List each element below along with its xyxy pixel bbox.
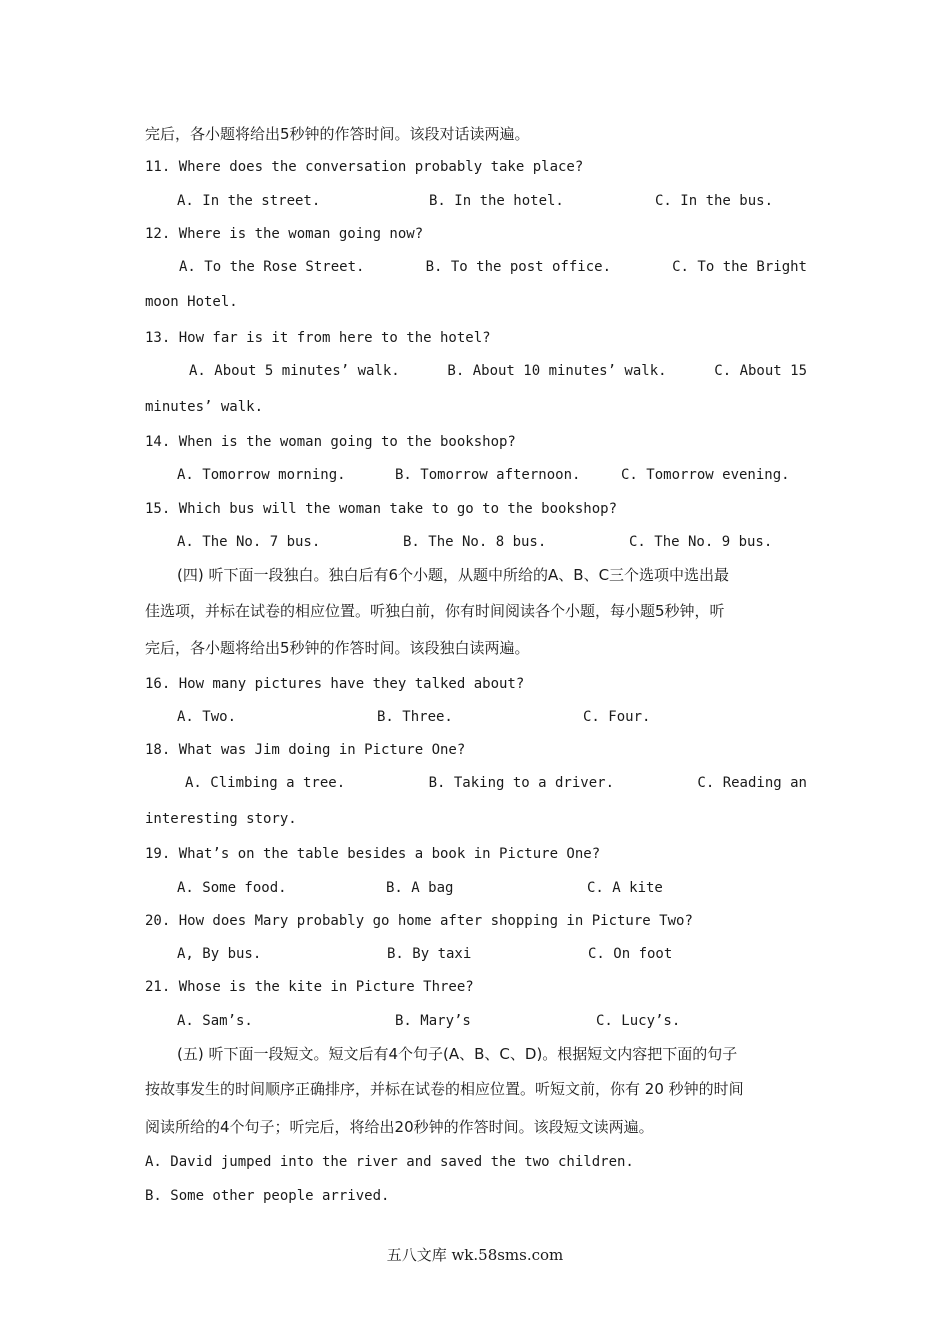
q19-stem: 19. What’s on the table besides a book in Picture One? (145, 846, 601, 863)
q13-option-b: B. About 10 minutes’ walk. (447, 363, 667, 380)
q14-stem: 14. When is the woman going to the bookshop? (145, 434, 516, 451)
q14-option-a: A. Tomorrow morning. (177, 467, 346, 484)
q11-options (145, 185, 807, 218)
q21-options (145, 1005, 807, 1038)
q18-option-c-cont: interesting story. (145, 810, 297, 827)
q12-option-c-cont: moon Hotel. (145, 294, 238, 311)
exam-page (145, 118, 807, 1213)
q20-option-b: B. By taxi (387, 946, 472, 963)
q13-option-c-cont: minutes’ walk. (145, 398, 264, 415)
q16-options (145, 701, 807, 734)
q18-option-a: A. Climbing a tree. (185, 775, 346, 792)
q16-option-c: C. Four. (583, 708, 651, 725)
part5-line1: (五) 听下面一段短文。短文后有4个句子(A、B、C、D)。根据短文内容把下面的句子 (177, 1045, 738, 1064)
q13-option-c: C. About 15 (714, 363, 807, 380)
q13-option-a: A. About 5 minutes’ walk. (189, 363, 400, 380)
q20-stem: 20. How does Mary probably go home after shopping in Picture Two? (145, 912, 693, 929)
q12-option-a: A. To the Rose Street. (179, 259, 365, 276)
q13-options (145, 355, 807, 388)
q18-option-c: C. Reading an (697, 775, 807, 792)
part5-line3: 阅读所给的4个句子；听完后，将给出20秒钟的作答时间。该段短文读两遍。 (145, 1117, 654, 1136)
q18-option-b: B. Taking to a driver. (428, 775, 614, 792)
q14-option-c: C. Tomorrow evening. (621, 467, 790, 484)
q19-option-a: A. Some food. (177, 879, 287, 896)
q19-option-b: B. A bag (386, 879, 454, 896)
q16-option-a: A. Two. (177, 708, 237, 725)
sentence-a: A. David jumped into the river and saved the two children. (145, 1154, 634, 1171)
q15-option-a: A. The No. 7 bus. (177, 533, 321, 550)
q11-stem: 11. Where does the conversation probably take place? (145, 159, 584, 176)
q15-stem: 15. Which bus will the woman take to go to the bookshop? (145, 500, 618, 517)
q12-option-c: C. To the Bright (672, 259, 807, 276)
q16-stem: 16. How many pictures have they talked about? (145, 675, 525, 692)
q13-stem: 13. How far is it from here to the hotel? (145, 329, 491, 346)
q18-stem: 18. What was Jim doing in Picture One? (145, 742, 466, 759)
q14-options (145, 459, 807, 492)
q15-option-c: C. The No. 9 bus. (629, 533, 773, 550)
q11-option-b: B. In the hotel. (429, 192, 564, 209)
part4-line3: 完后，各小题将给出5秒钟的作答时间。该段独白读两遍。 (145, 639, 530, 658)
q15-option-b: B. The No. 8 bus. (403, 533, 547, 550)
q11-option-c: C. In the bus. (655, 192, 774, 209)
q12-stem: 12. Where is the woman going now? (145, 225, 424, 242)
footer-watermark: 五八文库 wk.58sms.com (386, 1246, 564, 1264)
q21-option-a: A. Sam’s. (177, 1012, 253, 1029)
q21-stem: 21. Whose is the kite in Picture Three? (145, 979, 474, 996)
part4-line2: 佳选项，并标在试卷的相应位置。听独白前，你有时间阅读各个小题，每小题5秒钟，听 (145, 601, 725, 620)
q20-option-c: C. On foot (588, 946, 673, 963)
part5-line2: 按故事发生的时间顺序正确排序，并标在试卷的相应位置。听短文前，你有 20 秒钟的时间 (145, 1080, 744, 1099)
q12-option-b: B. To the post office. (425, 259, 611, 276)
q19-option-c: C. A kite (587, 879, 663, 896)
q20-option-a: A, By bus. (177, 946, 262, 963)
part4-line1: (四) 听下面一段独白。独白后有6个小题，从题中所给的A、B、C三个选项中选出最 (177, 566, 730, 585)
q16-option-b: B. Three. (377, 708, 453, 725)
q18-options (145, 767, 807, 800)
intro-tail: 完后，各小题将给出5秒钟的作答时间。该段对话读两遍。 (145, 125, 530, 143)
q15-options (145, 526, 807, 559)
q12-options (145, 251, 807, 284)
q11-option-a: A. In the street. (177, 192, 321, 209)
sentence-b: B. Some other people arrived. (145, 1187, 390, 1204)
q14-option-b: B. Tomorrow afternoon. (395, 467, 581, 484)
q21-option-b: B. Mary’s (395, 1012, 471, 1029)
q19-options (145, 872, 807, 905)
q20-options (145, 938, 807, 971)
q21-option-c: C. Lucy’s. (596, 1012, 681, 1029)
